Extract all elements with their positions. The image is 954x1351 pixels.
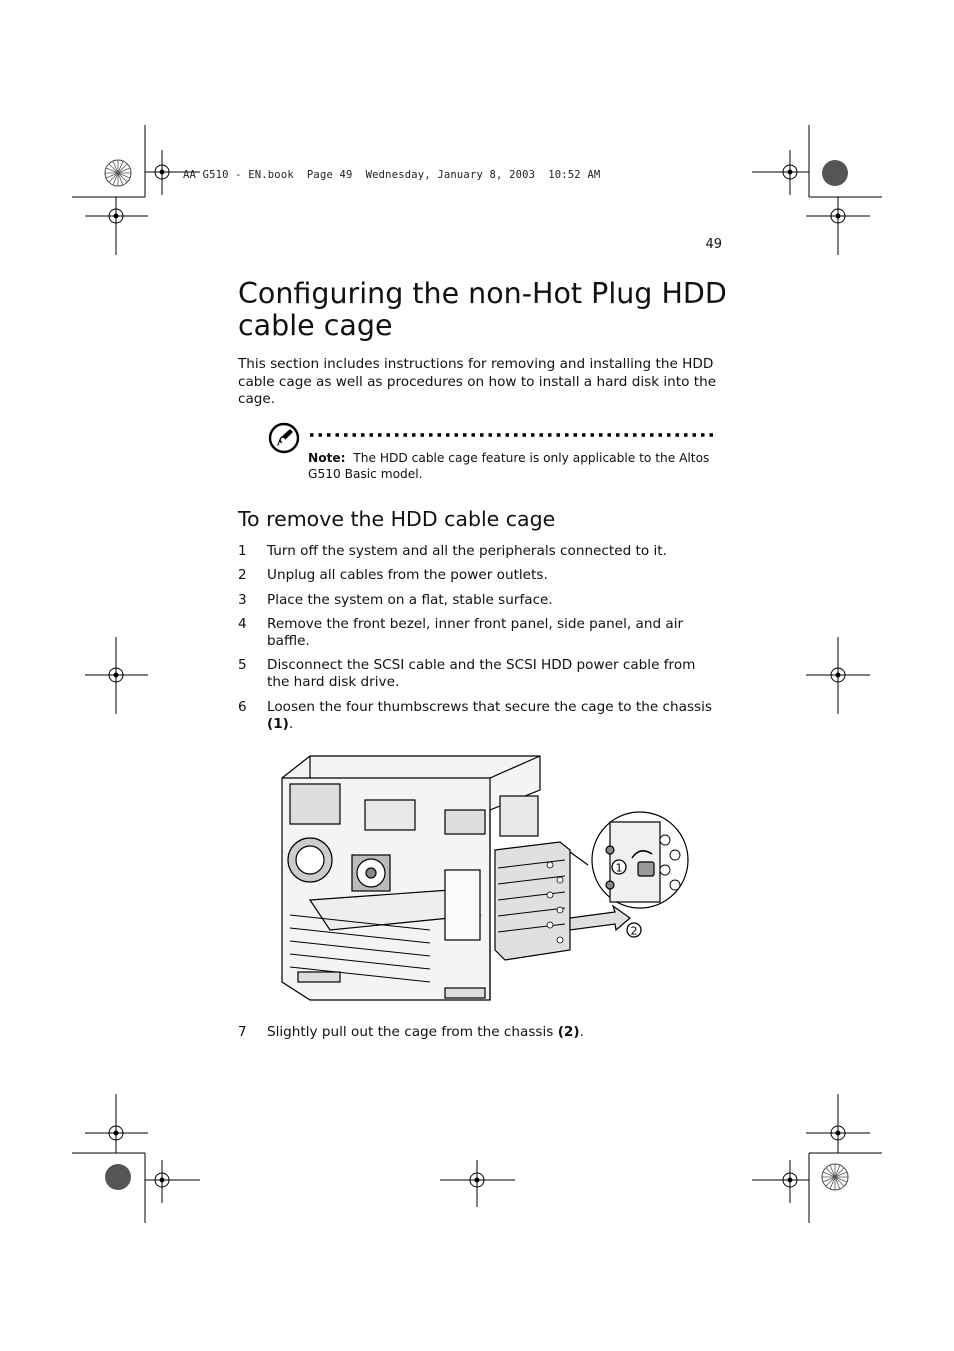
step-text-main: Loosen the four thumbscrews that secure the cage to the chassis (267, 699, 712, 715)
step-callout-ref: (2) (557, 1024, 580, 1040)
step-text (267, 699, 718, 733)
step-text: Turn off the system and all the peripherals connected to it. (267, 543, 667, 559)
step-number: 6 (238, 699, 247, 715)
section-title: To remove the HDD cable cage (238, 507, 556, 531)
step-text: Remove the front bezel, inner front panel, side panel, and air baffle. (267, 616, 684, 649)
step-callout-ref: (1) (267, 716, 289, 732)
page-number: 49 (705, 237, 722, 252)
step-number: 1 (238, 543, 247, 559)
callout-1-label: 1 (615, 861, 623, 875)
step-text-main: Slightly pull out the cage from the chassis (267, 1024, 558, 1040)
step-text: Unplug all cables from the power outlets. (267, 567, 548, 583)
note-body: The HDD cable cage feature is only applicable to the Altos G510 Basic model. (308, 451, 710, 481)
book-header-line: AA G510 - EN.book Page 49 Wednesday, January 8, 2003 10:52 AM (183, 169, 601, 181)
step-number: 5 (238, 657, 247, 673)
note-pen-icon (268, 422, 300, 454)
step-text: Place the system on a flat, stable surface. (267, 592, 553, 608)
note-label: Note: (308, 451, 346, 465)
step-text: Disconnect the SCSI cable and the SCSI HDD power cable from the hard disk drive. (267, 657, 696, 690)
step-number: 2 (238, 567, 247, 583)
step-number: 3 (238, 592, 247, 608)
step-number: 7 (238, 1024, 247, 1040)
page-title: Configuring the non-Hot Plug HDD cable cage (238, 277, 727, 342)
hdd-cage-removal-illustration (270, 750, 700, 1010)
callout-2-label: 2 (630, 924, 638, 938)
note-text (308, 450, 718, 482)
step-text (267, 1024, 718, 1041)
intro-paragraph: This section includes instructions for removing and installing the HDD cable cage as well as procedures on how to install a hard disk into the cage. (238, 356, 717, 407)
step-text-end: . (579, 1024, 584, 1040)
step-text-end: . (288, 716, 294, 732)
note-dotted-rule (309, 433, 717, 437)
step-number: 4 (238, 616, 247, 632)
